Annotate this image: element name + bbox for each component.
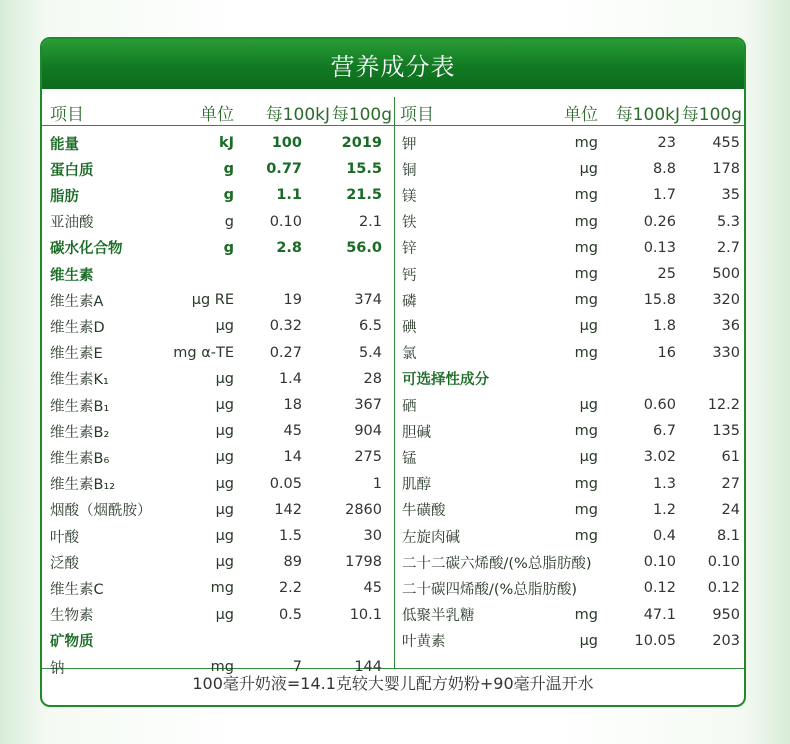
table-row (42, 575, 744, 601)
nutrient-unit: μg (215, 475, 234, 492)
value-per-100g: 2860 (345, 501, 382, 518)
value-per-100kj: 1.4 (278, 370, 302, 387)
nutrient-name: 二十碳四烯酸/(%总脂肪酸) (402, 581, 577, 598)
value-per-100g: 320 (712, 292, 740, 309)
value-per-100kj: 16 (657, 344, 676, 361)
nutrient-name: 维生素E (50, 346, 103, 363)
value-per-100g: 56.0 (346, 239, 382, 256)
value-per-100g: 455 (712, 135, 740, 151)
value-per-100kj: 1.3 (652, 475, 676, 492)
left-header-unit: 单位 (200, 104, 234, 125)
value-per-100kj: 100 (271, 135, 302, 151)
footer-note: 100毫升奶液=14.1克较大婴儿配方奶粉+90毫升温开水 (192, 674, 594, 693)
value-per-100g: 10.1 (349, 606, 382, 623)
nutrient-name: 蛋白质 (50, 162, 94, 179)
value-per-100kj: 0.32 (269, 318, 302, 335)
left-header-per-kj: 每100kJ (265, 104, 330, 125)
value-per-100kj: 0.5 (278, 606, 302, 623)
nutrient-unit: μg RE (191, 292, 234, 309)
right-header-unit: 单位 (564, 104, 598, 125)
nutrient-name: 胆碱 (402, 424, 431, 441)
value-per-100g: 374 (354, 292, 382, 309)
value-per-100g: 2019 (341, 135, 382, 151)
nutrient-name: 氯 (402, 346, 417, 363)
nutrient-unit: mg α-TE (173, 344, 234, 361)
table-row (42, 366, 744, 392)
nutrient-name: 肌醇 (402, 477, 431, 494)
nutrient-unit: mg (574, 344, 598, 361)
table-row (42, 523, 744, 549)
value-per-100g: 203 (712, 632, 740, 649)
value-per-100kj: 0.77 (266, 161, 302, 178)
nutrient-name: 维生素B₂ (50, 424, 110, 441)
value-per-100g: 904 (354, 423, 382, 440)
value-per-100kj: 3.02 (643, 449, 676, 466)
nutrient-unit: mg (574, 213, 598, 230)
nutrient-name: 泛酸 (50, 555, 79, 572)
table-row (42, 418, 744, 444)
value-per-100g: 367 (354, 397, 382, 413)
value-per-100g: 0.10 (707, 554, 740, 571)
table-title: 营养成分表 (42, 39, 744, 89)
value-per-100kj: 18 (283, 397, 302, 413)
value-per-100kj: 142 (274, 501, 302, 518)
nutrient-unit: mg (574, 423, 598, 440)
value-per-100kj: 1.5 (278, 528, 302, 544)
value-per-100g: 950 (712, 606, 740, 623)
value-per-100g: 24 (721, 501, 740, 518)
table-row (42, 313, 744, 339)
value-per-100g: 1798 (345, 554, 382, 571)
value-per-100kj: 25 (657, 266, 676, 282)
table-row (42, 340, 744, 366)
nutrient-unit: mg (574, 239, 598, 256)
table-row (42, 182, 744, 208)
nutrient-name: 烟酸（烟酰胺） (50, 503, 152, 520)
nutrient-name: 维生素A (50, 293, 104, 310)
value-per-100g: 275 (354, 449, 382, 466)
nutrient-unit: mg (574, 501, 598, 518)
right-header-per-g: 每100g (681, 104, 742, 125)
value-per-100g: 12.2 (707, 397, 740, 413)
nutrient-unit: mg (574, 606, 598, 623)
value-per-100kj: 15.8 (643, 292, 676, 309)
value-per-100g: 8.1 (716, 528, 740, 544)
value-per-100kj: 23 (657, 135, 676, 151)
value-per-100kj: 19 (283, 292, 302, 309)
value-per-100g: 500 (712, 266, 740, 282)
nutrient-unit: μg (579, 397, 598, 413)
value-per-100g: 135 (712, 423, 740, 440)
value-per-100g: 2.1 (358, 213, 382, 230)
nutrient-unit: mg (210, 659, 234, 675)
value-per-100kj: 2.2 (278, 580, 302, 597)
value-per-100kj: 45 (283, 423, 302, 440)
nutrient-unit: kJ (218, 135, 234, 151)
nutrient-unit: μg (215, 423, 234, 440)
nutrient-unit: g (224, 213, 234, 230)
nutrient-name: 镁 (402, 188, 417, 205)
table-row (42, 209, 744, 235)
nutrient-unit: μg (215, 606, 234, 623)
value-per-100kj: 47.1 (643, 606, 676, 623)
value-per-100kj: 10.05 (634, 632, 676, 649)
value-per-100kj: 8.8 (652, 161, 676, 178)
nutrient-unit: μg (215, 528, 234, 544)
nutrient-unit: μg (215, 318, 234, 335)
value-per-100g: 36 (721, 318, 740, 335)
value-per-100g: 5.4 (358, 344, 382, 361)
nutrient-unit: μg (215, 370, 234, 387)
nutrient-name: 锌 (402, 241, 417, 258)
value-per-100g: 35 (721, 187, 740, 204)
table-row (42, 130, 744, 156)
table-row (42, 471, 744, 497)
nutrient-name: 亚油酸 (50, 215, 94, 232)
nutrient-unit: g (223, 239, 234, 256)
nutrient-unit: μg (579, 161, 598, 178)
value-per-100kj: 0.13 (643, 239, 676, 256)
table-row (42, 444, 744, 470)
header-divider (42, 125, 744, 126)
value-per-100g: 2.7 (716, 239, 740, 256)
table-row (42, 261, 744, 287)
nutrient-unit: mg (574, 266, 598, 282)
value-per-100kj: 2.8 (276, 239, 302, 256)
nutrient-unit: μg (579, 318, 598, 335)
table-row (42, 392, 744, 418)
table-row (42, 156, 744, 182)
nutrient-unit: μg (579, 632, 598, 649)
nutrient-name: 维生素B₆ (50, 450, 110, 467)
value-per-100kj: 6.7 (652, 423, 676, 440)
value-per-100kj: 7 (292, 659, 302, 675)
value-per-100g: 0.12 (707, 580, 740, 597)
nutrient-name: 维生素K₁ (50, 372, 109, 389)
value-per-100kj: 0.4 (652, 528, 676, 544)
nutrient-unit: g (223, 161, 234, 178)
nutrient-name: 碘 (402, 319, 417, 336)
nutrient-name: 维生素D (50, 319, 105, 336)
nutrient-unit: μg (215, 397, 234, 413)
value-per-100kj: 1.8 (652, 318, 676, 335)
nutrition-table-card (40, 37, 746, 707)
nutrient-name: 维生素B₁ (50, 398, 110, 415)
nutrient-name: 磷 (402, 293, 417, 310)
value-per-100kj: 1.2 (652, 501, 676, 518)
right-header-per-kj: 每100kJ (615, 104, 680, 125)
nutrient-name: 牛磺酸 (402, 503, 446, 520)
nutrient-unit: mg (574, 475, 598, 492)
value-per-100kj: 1.1 (276, 187, 302, 204)
nutrient-unit: mg (574, 528, 598, 544)
value-per-100kj: 14 (283, 449, 302, 466)
value-per-100g: 27 (721, 475, 740, 492)
table-row (42, 602, 744, 628)
table-row (42, 235, 744, 261)
nutrient-unit: μg (215, 449, 234, 466)
nutrient-unit: μg (215, 554, 234, 571)
value-per-100kj: 0.26 (643, 213, 676, 230)
nutrient-name: 脂肪 (50, 188, 79, 205)
nutrient-name: 钙 (402, 267, 417, 284)
nutrient-name: 钠 (50, 660, 65, 677)
value-per-100kj: 89 (283, 554, 302, 571)
table-row (42, 628, 744, 654)
value-per-100kj: 0.05 (269, 475, 302, 492)
nutrient-unit: mg (574, 187, 598, 204)
nutrient-name: 叶酸 (50, 529, 79, 546)
nutrient-name: 可选择性成分 (402, 372, 489, 389)
nutrient-name: 低聚半乳糖 (402, 608, 475, 625)
value-per-100g: 1 (372, 475, 382, 492)
table-row (42, 497, 744, 523)
nutrient-name: 能量 (50, 136, 79, 153)
table-row (42, 287, 744, 313)
value-per-100g: 30 (363, 528, 382, 544)
table-row (42, 549, 744, 575)
value-per-100g: 45 (363, 580, 382, 597)
value-per-100kj: 0.10 (269, 213, 302, 230)
nutrient-unit: mg (210, 580, 234, 597)
nutrient-unit: mg (574, 135, 598, 151)
value-per-100g: 5.3 (716, 213, 740, 230)
nutrient-name: 硒 (402, 398, 417, 415)
value-per-100g: 15.5 (346, 161, 382, 178)
value-per-100kj: 0.12 (643, 580, 676, 597)
nutrient-name: 叶黄素 (402, 634, 446, 651)
nutrient-name: 锰 (402, 450, 417, 467)
nutrient-name: 钾 (402, 136, 417, 153)
nutrient-unit: μg (579, 449, 598, 466)
nutrient-unit: g (223, 187, 234, 204)
value-per-100g: 28 (363, 370, 382, 387)
right-header-item: 项目 (400, 104, 434, 125)
nutrient-name: 维生素 (50, 267, 94, 284)
nutrient-name: 维生素C (50, 581, 104, 598)
nutrient-name: 生物素 (50, 608, 94, 625)
value-per-100g: 61 (721, 449, 740, 466)
value-per-100g: 144 (354, 659, 382, 675)
nutrient-name: 铁 (402, 215, 417, 232)
value-per-100g: 6.5 (358, 318, 382, 335)
left-header-per-g: 每100g (331, 104, 392, 125)
value-per-100kj: 1.7 (652, 187, 676, 204)
nutrient-unit: mg (574, 292, 598, 309)
nutrient-name: 维生素B₁₂ (50, 477, 116, 494)
nutrient-name: 左旋肉碱 (402, 529, 460, 546)
nutrient-name: 二十二碳六烯酸/(%总脂肪酸) (402, 555, 592, 572)
nutrient-unit: μg (215, 501, 234, 518)
value-per-100kj: 0.60 (643, 397, 676, 413)
value-per-100kj: 0.10 (643, 554, 676, 571)
nutrient-name: 铜 (402, 162, 417, 179)
nutrient-name: 碳水化合物 (50, 241, 123, 258)
value-per-100g: 178 (712, 161, 740, 178)
nutrient-name: 矿物质 (50, 634, 94, 651)
value-per-100g: 21.5 (346, 187, 382, 204)
left-header-item: 项目 (50, 104, 84, 125)
value-per-100kj: 0.27 (269, 344, 302, 361)
value-per-100g: 330 (712, 344, 740, 361)
